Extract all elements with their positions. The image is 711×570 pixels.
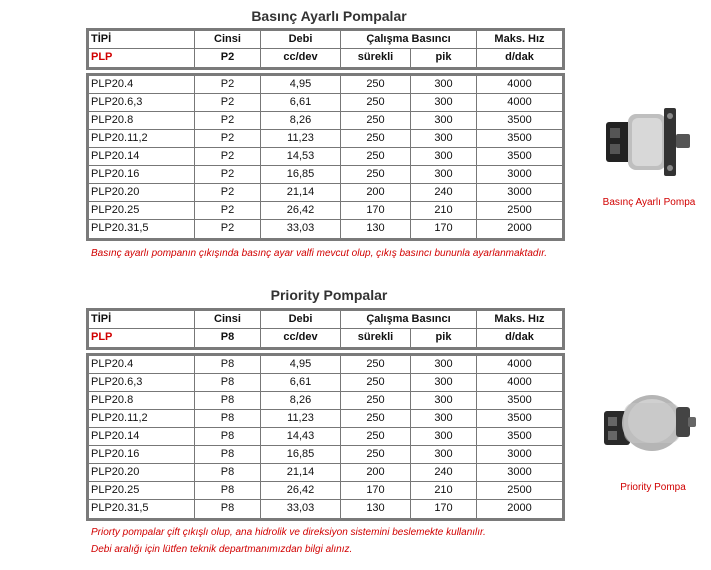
col-cinsi: Cinsi — [195, 31, 261, 48]
cell-pik: 300 — [411, 410, 477, 427]
cell-cinsi: P8 — [195, 500, 261, 518]
cell-hiz: 3000 — [507, 466, 532, 478]
cell-cinsi: P2 — [195, 166, 261, 183]
cell-tipi: PLP20.25 — [89, 482, 195, 499]
col-type: P8 — [195, 329, 261, 347]
cell-debi: 8,26 — [261, 392, 341, 409]
cell-cinsi: P2 — [195, 76, 261, 93]
cell-cinsi: P8 — [195, 374, 261, 391]
section1-data-table — [86, 73, 565, 241]
table-row — [89, 130, 562, 148]
cell-cinsi: P8 — [195, 446, 261, 463]
cell-debi: 11,23 — [261, 130, 341, 147]
cell-pik: 300 — [411, 94, 477, 111]
cell-debi: 4,95 — [261, 76, 341, 93]
col-debi: Debi — [261, 31, 341, 48]
cell-surekli: 250 — [341, 94, 411, 111]
cell-surekli: 250 — [341, 148, 411, 165]
cell-pik: 300 — [411, 148, 477, 165]
table-row — [89, 76, 562, 94]
cell-tipi: PLP20.8 — [89, 392, 195, 409]
header-units-row — [89, 49, 562, 67]
table-row — [89, 428, 562, 446]
cell-cinsi: P2 — [195, 184, 261, 201]
cell-tipi: PLP20.4 — [89, 76, 195, 93]
section1-photo-caption: Basınç Ayarlı Pompa — [602, 197, 696, 208]
cell-surekli: 130 — [341, 500, 411, 518]
cell-debi: 11,23 — [261, 410, 341, 427]
cell-hiz: 4000 — [507, 376, 532, 388]
col-code: PLP — [89, 49, 195, 67]
cell-surekli: 130 — [341, 220, 411, 238]
cell-pik: 300 — [411, 428, 477, 445]
cell-surekli: 250 — [341, 356, 411, 373]
cell-hiz: 4000 — [507, 96, 532, 108]
cell-pik: 300 — [411, 392, 477, 409]
cell-hiz: 3500 — [507, 150, 532, 162]
cell-surekli: 250 — [341, 446, 411, 463]
cell-surekli: 250 — [341, 374, 411, 391]
cell-hiz: 3500 — [507, 430, 532, 442]
table-row — [89, 392, 562, 410]
cell-debi: 6,61 — [261, 94, 341, 111]
pressure-pump-photo — [598, 100, 696, 186]
cell-cinsi: P8 — [195, 428, 261, 445]
cell-cinsi: P8 — [195, 464, 261, 481]
cell-cinsi: P2 — [195, 112, 261, 129]
table-row — [89, 94, 562, 112]
cell-debi: 8,26 — [261, 112, 341, 129]
cell-debi: 4,95 — [261, 356, 341, 373]
col-speed: Maks. Hız — [494, 313, 545, 325]
priority-pump-photo — [600, 385, 700, 465]
cell-hiz: 2500 — [507, 484, 532, 496]
table-row — [89, 220, 562, 238]
cell-cinsi: P8 — [195, 482, 261, 499]
cell-pik: 300 — [411, 76, 477, 93]
section2-photo-caption: Priority Pompa — [620, 482, 686, 493]
cell-surekli: 250 — [341, 130, 411, 147]
cell-tipi: PLP20.11,2 — [89, 410, 195, 427]
table-row — [89, 500, 562, 518]
cell-tipi: PLP20.20 — [89, 464, 195, 481]
cell-cinsi: P2 — [195, 220, 261, 238]
cell-pik: 210 — [411, 482, 477, 499]
table-row — [89, 482, 562, 500]
table-row — [89, 184, 562, 202]
cell-tipi: PLP20.25 — [89, 202, 195, 219]
cell-debi: 16,85 — [261, 166, 341, 183]
cell-pik: 240 — [411, 464, 477, 481]
cell-pik: 210 — [411, 202, 477, 219]
cell-pik: 300 — [411, 112, 477, 129]
cell-surekli: 200 — [341, 184, 411, 201]
cell-hiz: 3500 — [507, 114, 532, 126]
col-debi-unit: cc/dev — [261, 329, 341, 347]
header-units-row — [89, 329, 562, 347]
cell-hiz: 3500 — [507, 394, 532, 406]
col-continuous: sürekli — [341, 49, 411, 67]
cell-tipi: PLP20.20 — [89, 184, 195, 201]
section2-title: Priority Pompalar — [270, 287, 388, 303]
col-debi-unit: cc/dev — [261, 49, 341, 67]
cell-cinsi: P2 — [195, 202, 261, 219]
cell-tipi: PLP20.6,3 — [89, 374, 195, 391]
section2-data-table — [86, 353, 565, 521]
col-tipi: TİPİ — [89, 31, 195, 48]
cell-pik: 300 — [411, 446, 477, 463]
table-row — [89, 148, 562, 166]
cell-hiz: 3500 — [507, 412, 532, 424]
cell-tipi: PLP20.31,5 — [89, 220, 195, 238]
col-speed-unit: d/dak — [505, 331, 534, 343]
cell-debi: 26,42 — [261, 482, 341, 499]
cell-tipi: PLP20.16 — [89, 446, 195, 463]
col-speed-unit: d/dak — [505, 51, 534, 63]
cell-surekli: 250 — [341, 112, 411, 129]
col-peak: pik — [411, 49, 477, 67]
cell-pik: 170 — [411, 500, 477, 518]
col-speed: Maks. Hız — [494, 33, 545, 45]
table-row — [89, 374, 562, 392]
header-row — [89, 311, 562, 329]
cell-pik: 300 — [411, 130, 477, 147]
cell-debi: 21,14 — [261, 464, 341, 481]
cell-surekli: 170 — [341, 202, 411, 219]
header-row — [89, 31, 562, 49]
section2-note-1: Priorty pompalar çift çıkışlı olup, ana hidrolik ve direksiyon sistemini beslemekte kullanılır. — [91, 527, 486, 538]
cell-tipi: PLP20.4 — [89, 356, 195, 373]
table-row — [89, 202, 562, 220]
table-row — [89, 464, 562, 482]
col-debi: Debi — [261, 311, 341, 328]
cell-hiz: 3000 — [507, 448, 532, 460]
cell-pik: 300 — [411, 166, 477, 183]
cell-cinsi: P2 — [195, 148, 261, 165]
col-peak: pik — [411, 329, 477, 347]
col-pressure: Çalışma Basıncı — [341, 31, 477, 48]
cell-hiz: 2000 — [507, 222, 532, 234]
col-continuous: sürekli — [341, 329, 411, 347]
cell-surekli: 250 — [341, 392, 411, 409]
section1-note: Basınç ayarlı pompanın çıkışında basınç ayar valfi mevcut olup, çıkış basıncı bununla ayarlanmaktadır. — [91, 248, 547, 259]
col-tipi: TİPİ — [89, 311, 195, 328]
col-type: P2 — [195, 49, 261, 67]
cell-hiz: 4000 — [507, 358, 532, 370]
cell-hiz: 3000 — [507, 186, 532, 198]
cell-tipi: PLP20.16 — [89, 166, 195, 183]
cell-tipi: PLP20.14 — [89, 428, 195, 445]
cell-surekli: 170 — [341, 482, 411, 499]
cell-cinsi: P8 — [195, 410, 261, 427]
cell-debi: 6,61 — [261, 374, 341, 391]
cell-pik: 300 — [411, 356, 477, 373]
cell-surekli: 200 — [341, 464, 411, 481]
cell-debi: 14,53 — [261, 148, 341, 165]
table-row — [89, 356, 562, 374]
cell-debi: 16,85 — [261, 446, 341, 463]
cell-debi: 14,43 — [261, 428, 341, 445]
cell-hiz: 2000 — [507, 502, 532, 514]
cell-debi: 26,42 — [261, 202, 341, 219]
col-cinsi: Cinsi — [195, 311, 261, 328]
table-row — [89, 166, 562, 184]
cell-cinsi: P8 — [195, 392, 261, 409]
table-row — [89, 410, 562, 428]
cell-debi: 33,03 — [261, 220, 341, 238]
table-row — [89, 446, 562, 464]
cell-debi: 21,14 — [261, 184, 341, 201]
cell-surekli: 250 — [341, 410, 411, 427]
cell-debi: 33,03 — [261, 500, 341, 518]
col-code: PLP — [89, 329, 195, 347]
cell-tipi: PLP20.8 — [89, 112, 195, 129]
cell-hiz: 3500 — [507, 132, 532, 144]
cell-pik: 170 — [411, 220, 477, 238]
cell-pik: 240 — [411, 184, 477, 201]
cell-surekli: 250 — [341, 428, 411, 445]
cell-hiz: 4000 — [507, 78, 532, 90]
cell-pik: 300 — [411, 374, 477, 391]
cell-cinsi: P2 — [195, 94, 261, 111]
col-pressure: Çalışma Basıncı — [341, 311, 477, 328]
cell-tipi: PLP20.31,5 — [89, 500, 195, 518]
cell-surekli: 250 — [341, 76, 411, 93]
cell-tipi: PLP20.6,3 — [89, 94, 195, 111]
section1-header-table — [86, 28, 565, 70]
cell-tipi: PLP20.14 — [89, 148, 195, 165]
cell-cinsi: P8 — [195, 356, 261, 373]
section2-note-2: Debi aralığı için lütfen teknik departmanımızdan bilgi alınız. — [91, 544, 353, 555]
table-row — [89, 112, 562, 130]
cell-tipi: PLP20.11,2 — [89, 130, 195, 147]
cell-hiz: 3000 — [507, 168, 532, 180]
cell-hiz: 2500 — [507, 204, 532, 216]
section2-header-table — [86, 308, 565, 350]
cell-surekli: 250 — [341, 166, 411, 183]
section1-title: Basınç Ayarlı Pompalar — [251, 8, 407, 24]
cell-cinsi: P2 — [195, 130, 261, 147]
